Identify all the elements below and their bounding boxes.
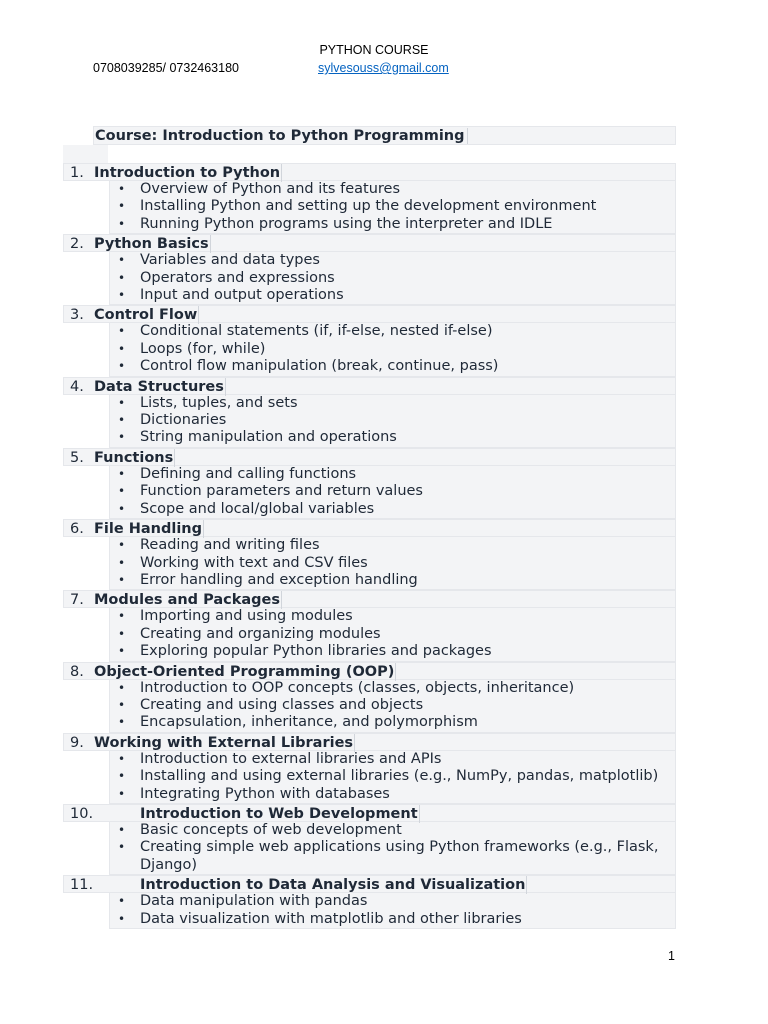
module-number: 7. (70, 592, 84, 609)
topic-item: • Defining and calling functions (110, 466, 675, 483)
module-title: Introduction to Data Analysis and Visualization (140, 877, 526, 894)
module-title: Python Basics (94, 236, 209, 253)
topic-item: • Function parameters and return values (110, 483, 675, 500)
header-phone: 0708039285/ 0732463180 (93, 61, 239, 75)
topic-item: • Creating simple web applications using Python frameworks (e.g., Flask, Django) (110, 839, 675, 874)
module-number: 6. (70, 521, 84, 538)
module-number: 4. (70, 378, 84, 395)
module-topics (109, 680, 676, 733)
topic-item: • Overview of Python and its features (110, 181, 675, 198)
topic-item: • Operators and expressions (110, 270, 675, 287)
course-outline (63, 126, 676, 929)
module-heading (63, 448, 676, 466)
module-number: 5. (70, 449, 84, 466)
module-topics (109, 893, 676, 929)
topic-item: • Installing Python and setting up the development environment (110, 198, 675, 215)
module-number: 2. (70, 236, 84, 253)
topic-item: • Creating and using classes and objects (110, 697, 675, 714)
module-topics (109, 181, 676, 234)
course-title: Course: Introduction to Python Programming (93, 126, 676, 145)
module-title: Working with External Libraries (94, 734, 354, 751)
module-number: 1. (70, 165, 84, 181)
spacer (63, 145, 108, 163)
module-number: 11. (70, 877, 94, 894)
module-title: Introduction to Python (94, 165, 281, 181)
module-heading (63, 163, 676, 181)
topic-item: • Creating and organizing modules (110, 626, 675, 643)
page-number: 1 (668, 949, 675, 963)
topic-item: • Importing and using modules (110, 608, 675, 625)
module-title: Data Structures (94, 378, 224, 395)
topic-item: • Data manipulation with pandas (110, 893, 675, 910)
module-heading (63, 519, 676, 537)
module-topics (109, 252, 676, 305)
module-title: Introduction to Web Development (140, 805, 418, 822)
module-topics (109, 466, 676, 519)
topic-item: • Introduction to OOP concepts (classes, objects, inheritance) (110, 680, 675, 697)
module-number: 10. (70, 805, 94, 822)
topic-item: • Scope and local/global variables (110, 501, 675, 518)
topic-item: • Variables and data types (110, 252, 675, 269)
header-email-link[interactable]: sylvesouss@gmail.com (318, 61, 449, 75)
module-heading (63, 590, 676, 608)
module-number: 3. (70, 307, 84, 324)
topic-item: • Input and output operations (110, 287, 675, 304)
module-heading (63, 377, 676, 395)
module-title: File Handling (94, 521, 202, 538)
topic-item: • Lists, tuples, and sets (110, 395, 675, 412)
module-topics (109, 751, 676, 804)
topic-item: • Error handling and exception handling (110, 572, 675, 589)
topic-item: • Installing and using external libraries (e.g., NumPy, pandas, matplotlib) (110, 768, 675, 785)
header-title: PYTHON COURSE (319, 43, 429, 57)
module-heading (63, 804, 676, 822)
module-topics (109, 395, 676, 448)
module-title: Control Flow (94, 307, 198, 324)
module-title: Modules and Packages (94, 592, 281, 609)
topic-item: • Loops (for, while) (110, 341, 675, 358)
module-title: Object-Oriented Programming (OOP) (94, 663, 395, 680)
module-title: Functions (94, 449, 174, 466)
module-topics (109, 608, 676, 661)
module-list (63, 163, 676, 929)
module-topics (109, 323, 676, 376)
topic-item: • Basic concepts of web development (110, 822, 675, 839)
topic-item: • Data visualization with matplotlib and other libraries (110, 911, 675, 928)
module-topics (109, 822, 676, 875)
topic-item: • Encapsulation, inheritance, and polymorphism (110, 714, 675, 731)
module-number: 8. (70, 663, 84, 680)
module-heading (63, 733, 676, 751)
topic-item: • Exploring popular Python libraries and packages (110, 643, 675, 660)
topic-item: • Control flow manipulation (break, continue, pass) (110, 358, 675, 375)
topic-item: • Running Python programs using the interpreter and IDLE (110, 216, 675, 233)
topic-item: • Working with text and CSV files (110, 555, 675, 572)
module-heading (63, 305, 676, 323)
topic-item: • Dictionaries (110, 412, 675, 429)
topic-item: • String manipulation and operations (110, 429, 675, 446)
module-heading (63, 662, 676, 680)
topic-item: • Reading and writing files (110, 537, 675, 554)
module-topics (109, 537, 676, 590)
topic-item: • Introduction to external libraries and APIs (110, 751, 675, 768)
topic-item: • Integrating Python with databases (110, 786, 675, 803)
module-number: 9. (70, 734, 84, 751)
module-heading (63, 875, 676, 893)
module-heading (63, 234, 676, 252)
topic-item: • Conditional statements (if, if-else, nested if-else) (110, 323, 675, 340)
